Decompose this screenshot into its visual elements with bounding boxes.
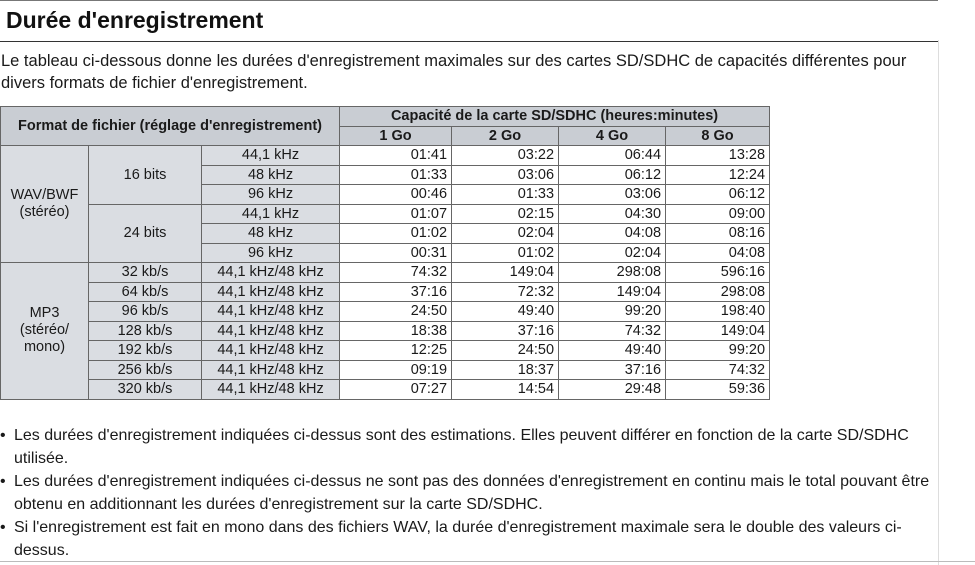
bottom-rule	[0, 561, 975, 562]
duration-cell: 18:38	[340, 321, 452, 341]
note-item	[0, 424, 930, 470]
notes-list	[0, 424, 930, 562]
duration-cell: 74:32	[340, 263, 452, 283]
duration-cell: 06:44	[559, 146, 666, 166]
format-header: Format de fichier (réglage d'enregistrement)	[1, 107, 340, 146]
duration-cell: 04:08	[666, 243, 770, 263]
bit-depth-cell: 24 bits	[89, 204, 202, 263]
duration-cell: 01:02	[452, 243, 559, 263]
duration-cell: 04:30	[559, 204, 666, 224]
duration-cell: 07:27	[340, 380, 452, 400]
note-text: Les durées d'enregistrement indiquées ci-dessus sont des estimations. Elles peuvent différer en fonction de la carte SD/SDHC utilisée.	[14, 427, 909, 467]
bitrate-cell: 128 kb/s	[89, 321, 202, 341]
table-row	[1, 282, 770, 302]
duration-cell: 01:33	[452, 185, 559, 205]
duration-cell: 24:50	[452, 341, 559, 361]
bit-depth-cell: 16 bits	[89, 146, 202, 205]
recording-time-table	[0, 106, 770, 400]
duration-cell: 149:04	[666, 321, 770, 341]
duration-cell: 198:40	[666, 302, 770, 322]
duration-cell: 01:07	[340, 204, 452, 224]
bitrate-cell: 96 kb/s	[89, 302, 202, 322]
duration-cell: 01:41	[340, 146, 452, 166]
duration-cell: 149:04	[452, 263, 559, 283]
table-row	[1, 146, 770, 166]
duration-cell: 08:16	[666, 224, 770, 244]
duration-cell: 37:16	[559, 360, 666, 380]
bitrate-cell: 256 kb/s	[89, 360, 202, 380]
sample-rate-cell: 44,1 kHz	[202, 146, 340, 166]
table-row	[1, 321, 770, 341]
duration-cell: 74:32	[559, 321, 666, 341]
duration-cell: 09:19	[340, 360, 452, 380]
sample-rate-cell: 44,1 kHz/48 kHz	[202, 263, 340, 283]
duration-cell: 99:20	[666, 341, 770, 361]
capacity-4go: 4 Go	[559, 126, 666, 146]
duration-cell: 04:08	[559, 224, 666, 244]
duration-cell: 596:16	[666, 263, 770, 283]
duration-cell: 29:48	[559, 380, 666, 400]
bitrate-cell: 320 kb/s	[89, 380, 202, 400]
capacity-8go: 8 Go	[666, 126, 770, 146]
duration-cell: 01:33	[340, 165, 452, 185]
duration-cell: 49:40	[559, 341, 666, 361]
capacity-header: Capacité de la carte SD/SDHC (heures:minutes)	[340, 107, 770, 127]
sample-rate-cell: 48 kHz	[202, 224, 340, 244]
duration-cell: 12:25	[340, 341, 452, 361]
duration-cell: 149:04	[559, 282, 666, 302]
note-text: Si l'enregistrement est fait en mono dans des fichiers WAV, la durée d'enregistrement maximale sera le double des valeurs ci-dessus.	[14, 519, 902, 559]
duration-cell: 49:40	[452, 302, 559, 322]
duration-cell: 03:06	[452, 165, 559, 185]
duration-cell: 37:16	[452, 321, 559, 341]
duration-cell: 13:28	[666, 146, 770, 166]
wav-group-cell: WAV/BWF (stéréo)	[1, 146, 89, 263]
duration-cell: 00:46	[340, 185, 452, 205]
duration-cell: 298:08	[666, 282, 770, 302]
capacity-1go: 1 Go	[340, 126, 452, 146]
sample-rate-cell: 96 kHz	[202, 185, 340, 205]
sample-rate-cell: 44,1 kHz/48 kHz	[202, 282, 340, 302]
right-rule	[938, 40, 939, 565]
intro-paragraph: Le tableau ci-dessous donne les durées d'enregistrement maximales sur des cartes SD/SDHC de capacités différentes pour divers formats de fichier d'enregistrement.	[1, 52, 907, 92]
note-item	[0, 516, 930, 562]
duration-cell: 298:08	[559, 263, 666, 283]
duration-cell: 03:22	[452, 146, 559, 166]
table-row	[1, 360, 770, 380]
duration-cell: 06:12	[666, 185, 770, 205]
duration-cell: 09:00	[666, 204, 770, 224]
table-row	[1, 380, 770, 400]
duration-cell: 02:15	[452, 204, 559, 224]
bullet-icon: •	[0, 427, 6, 444]
table-row	[1, 204, 770, 224]
duration-cell: 12:24	[666, 165, 770, 185]
duration-cell: 18:37	[452, 360, 559, 380]
table-row	[1, 341, 770, 361]
duration-cell: 59:36	[666, 380, 770, 400]
capacity-2go: 2 Go	[452, 126, 559, 146]
bitrate-cell: 192 kb/s	[89, 341, 202, 361]
table-row	[1, 263, 770, 283]
title-bar	[0, 0, 938, 42]
sample-rate-cell: 44,1 kHz/48 kHz	[202, 341, 340, 361]
bitrate-cell: 64 kb/s	[89, 282, 202, 302]
note-item	[0, 470, 930, 516]
duration-cell: 02:04	[559, 243, 666, 263]
duration-cell: 01:02	[340, 224, 452, 244]
mp3-group-cell: MP3 (stéréo/ mono)	[1, 263, 89, 400]
sample-rate-cell: 48 kHz	[202, 165, 340, 185]
duration-cell: 02:04	[452, 224, 559, 244]
duration-cell: 14:54	[452, 380, 559, 400]
note-text: Les durées d'enregistrement indiquées ci-dessus ne sont pas des données d'enregistrement en continu mais le total pouvant être obtenu en additionnant les durées d'enregistrement sur la carte SD/SDHC.	[14, 473, 930, 513]
sample-rate-cell: 44,1 kHz/48 kHz	[202, 380, 340, 400]
sample-rate-cell: 44,1 kHz/48 kHz	[202, 302, 340, 322]
duration-cell: 06:12	[559, 165, 666, 185]
duration-cell: 74:32	[666, 360, 770, 380]
duration-cell: 99:20	[559, 302, 666, 322]
duration-cell: 37:16	[340, 282, 452, 302]
duration-cell: 72:32	[452, 282, 559, 302]
duration-cell: 03:06	[559, 185, 666, 205]
bitrate-cell: 32 kb/s	[89, 263, 202, 283]
bullet-icon: •	[0, 519, 6, 536]
duration-cell: 00:31	[340, 243, 452, 263]
duration-cell: 24:50	[340, 302, 452, 322]
sample-rate-cell: 44,1 kHz	[202, 204, 340, 224]
bullet-icon: •	[0, 473, 6, 490]
sample-rate-cell: 44,1 kHz/48 kHz	[202, 360, 340, 380]
table-row	[1, 302, 770, 322]
sample-rate-cell: 44,1 kHz/48 kHz	[202, 321, 340, 341]
page-title: Durée d'enregistrement	[6, 7, 264, 33]
sample-rate-cell: 96 kHz	[202, 243, 340, 263]
